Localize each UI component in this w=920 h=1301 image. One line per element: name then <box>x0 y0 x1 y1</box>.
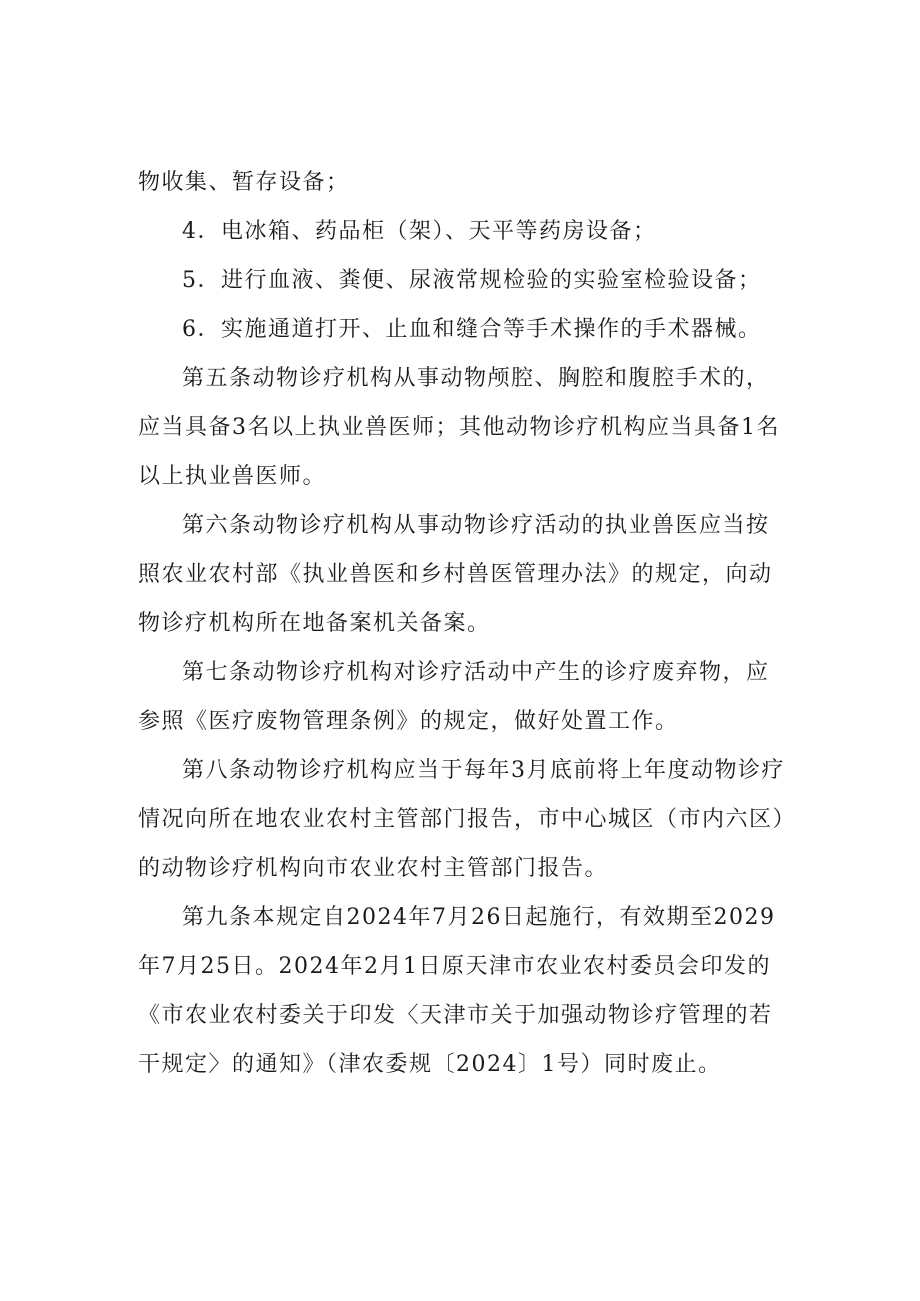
list-item-5: 5．进行血液、粪便、尿液常规检验的实验室检验设备； <box>182 268 762 293</box>
article-5: 第五条动物诊疗机构从事动物颅腔、胸腔和腹腔手术的，应当具备3名以上执业兽医师；其他动物诊疗机构应当具备1名以上执业兽医师。 <box>138 366 780 489</box>
paragraph-continuation: 物收集、暂存设备； <box>138 170 350 195</box>
article-7: 第七条动物诊疗机构对诊疗活动中产生的诊疗废弃物，应参照《医疗废物管理条例》的规定，做好处置工作。 <box>138 660 770 734</box>
article-8: 第八条动物诊疗机构应当于每年3月底前将上年度动物诊疗情况向所在地农业农村主管部门报告，市中心城区（市内六区）的动物诊疗机构向市农业农村主管部门报告。 <box>138 758 786 881</box>
article-9: 第九条本规定自2024年7月26日起施行，有效期至2029年7月25日。2024年2月1日原天津市农业农村委员会印发的《市农业农村委关于印发〈天津市关于加强动物诊疗管理的若干规定〉的通知》（津农委规〔2024〕1号）同时废止。 <box>138 905 776 1077</box>
list-item-6: 6．实施通道打开、止血和缝合等手术操作的手术器械。 <box>182 317 762 342</box>
article-6: 第六条动物诊疗机构从事动物诊疗活动的执业兽医应当按照农业农村部《执业兽医和乡村兽医管理办法》的规定，向动物诊疗机构所在地备案机关备案。 <box>138 513 773 636</box>
document-body <box>138 158 786 1089</box>
list-item-4: 4．电冰箱、药品柜（架）、天平等药房设备； <box>182 219 657 244</box>
